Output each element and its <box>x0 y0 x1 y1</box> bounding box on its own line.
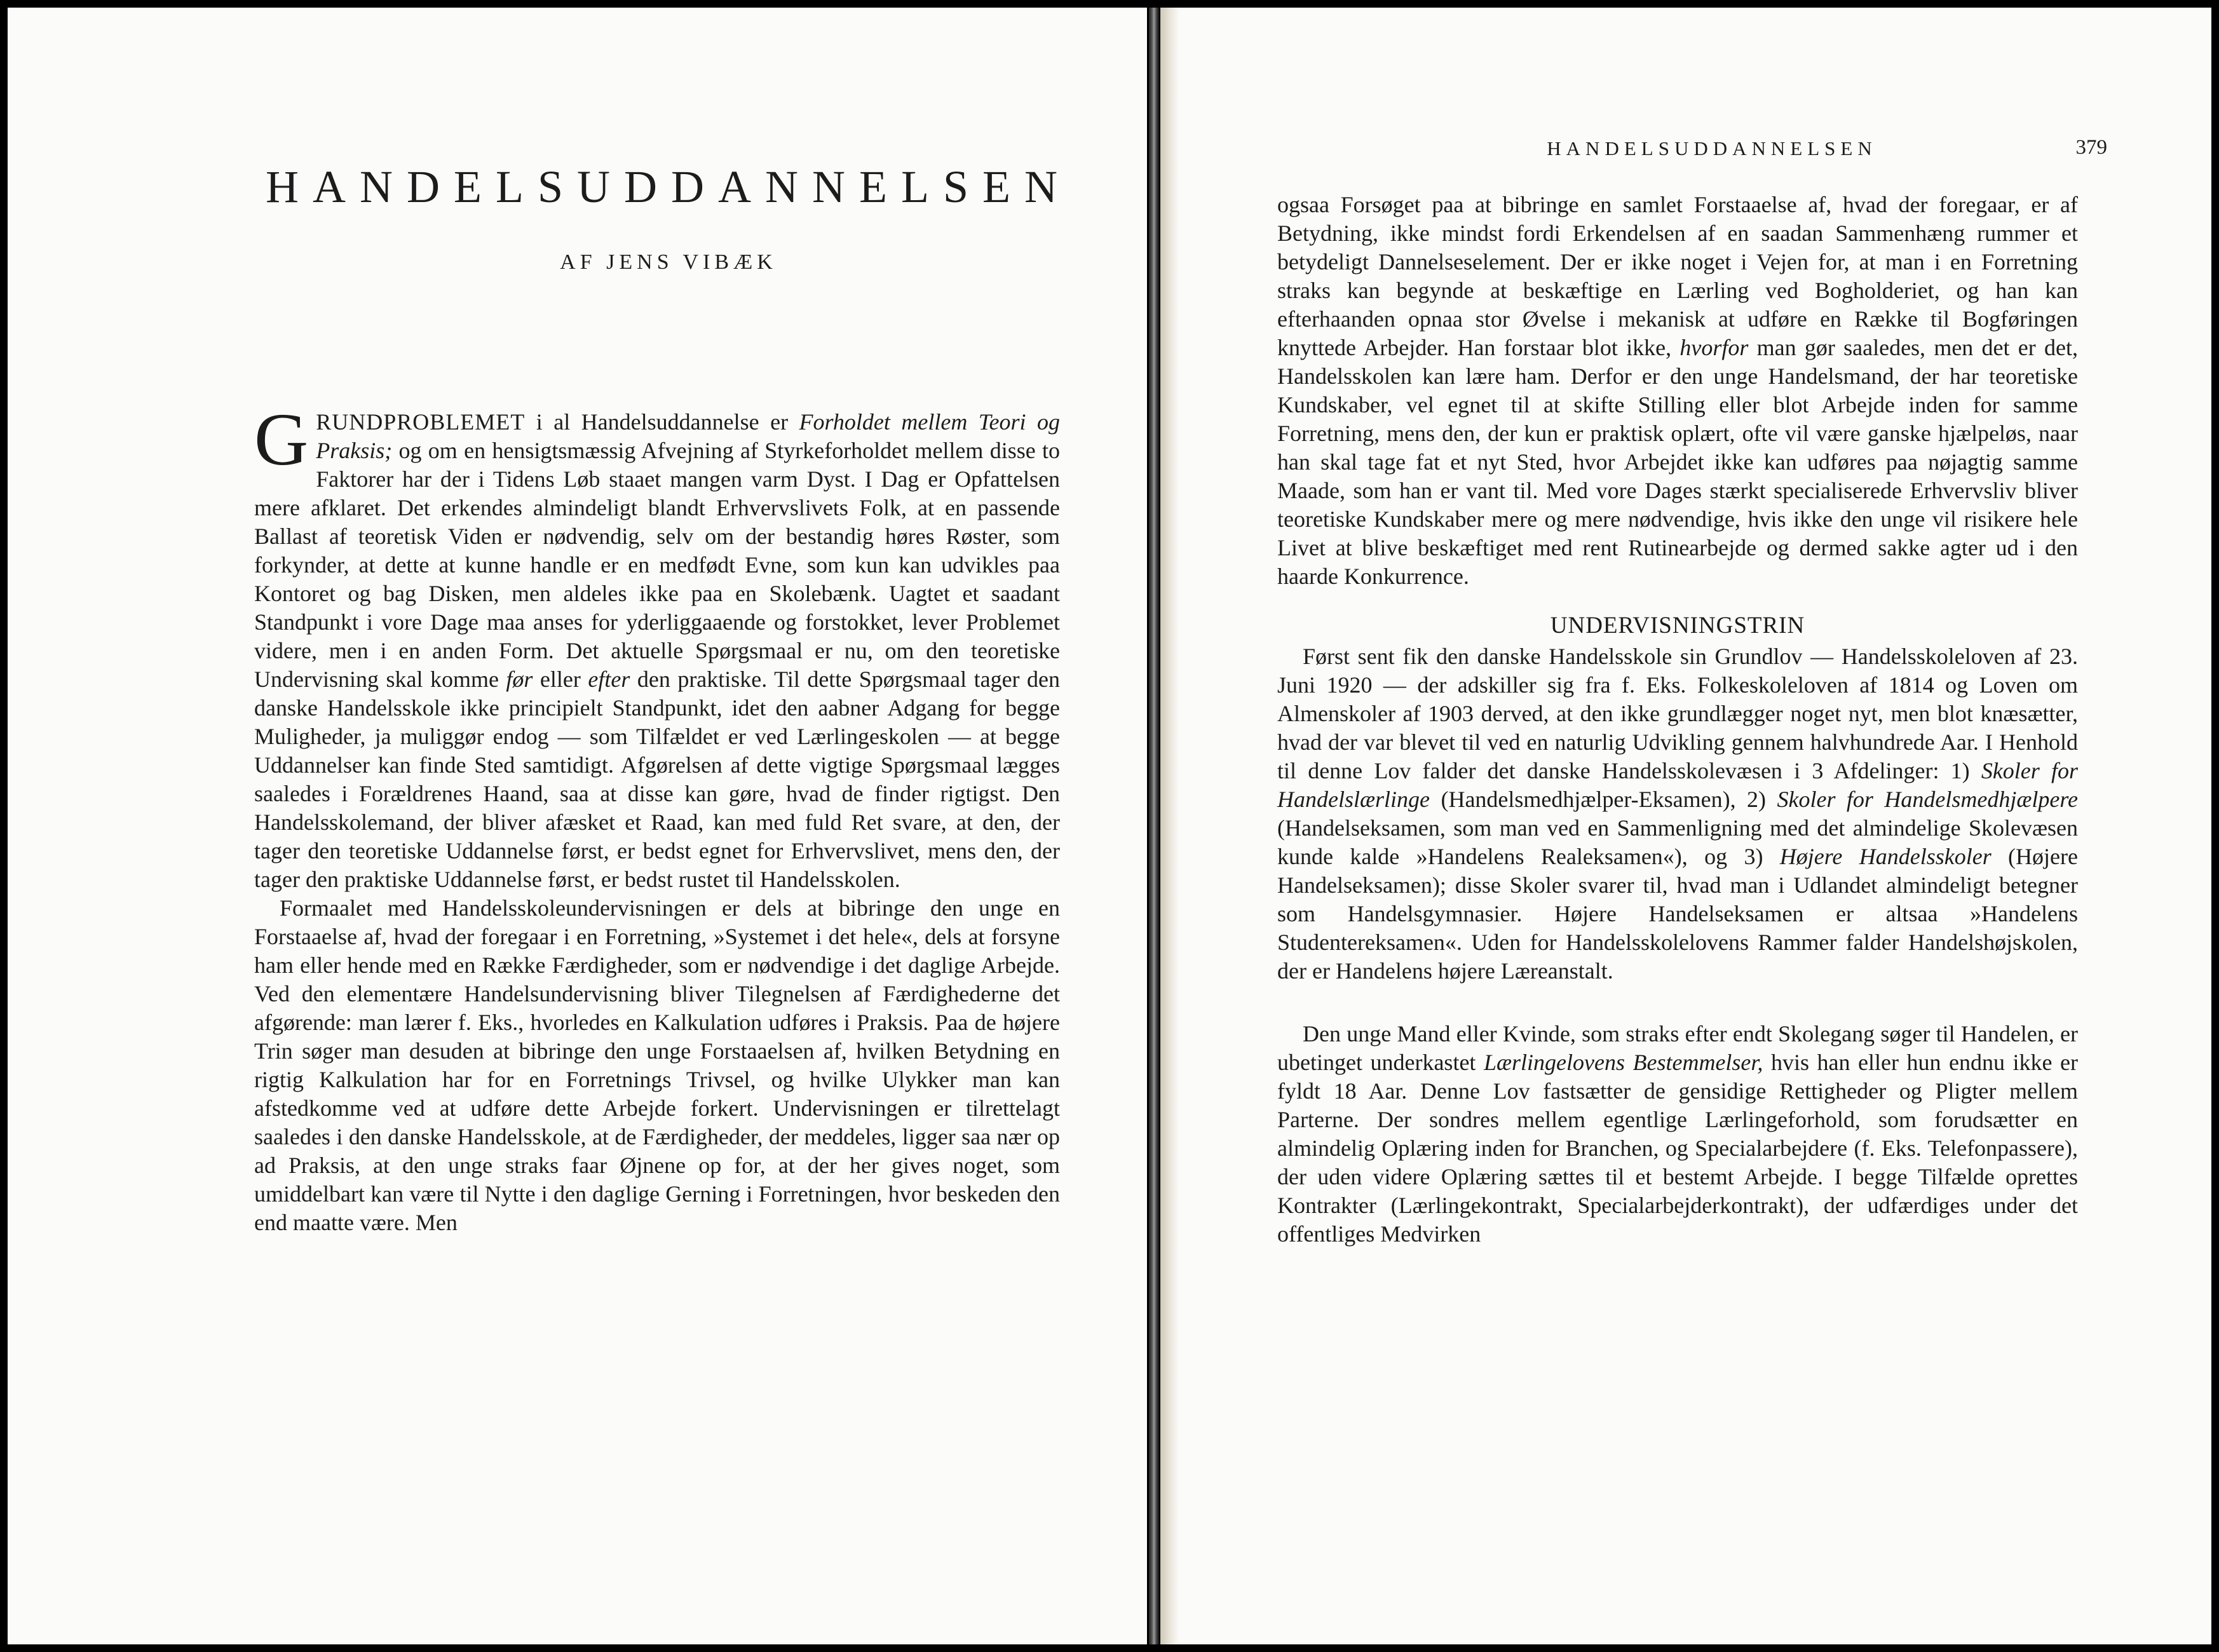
text-run: i al Handelsuddannelse er <box>525 409 799 435</box>
paragraph: Formaalet med Handelsskoleundervisningen er dels at bibringe den unge en Forstaaelse af, hvad der foregaar i en Forretning, »Systemet i det hele«, dels at forsyne ham eller hende med en Række Færdigheder, som er nødvendige i det daglige Arbejde. Ved den elementære Handelsundervisning bliver Tilegnelsen af Færdighederne det afgørende: man lærer f. Eks., hvorledes en Kalkulation udføres i Praksis. Paa de højere Trin søger man desuden at bibringe den unge Forstaaelsen af, hvilken Betydning en rigtig Kalkulation har for en Forretnings Trivsel, og hvilke Ulykker man kan afstedkomme ved at udføre dette Arbejde forkert. Undervisningen er tilrettelagt saaledes i den danske Handelsskole, at de Færdigheder, der meddeles, ligger saa nær op ad Praksis, at den unge straks faar Øjnene op for, at der her gives noget, som umiddelbart kan være til Nytte i den daglige Gerning i Forretningen, hvor beskeden den end maatte være. Men <box>254 895 1060 1235</box>
page-binding-edge <box>1160 8 1179 1644</box>
italic-run: før <box>506 667 533 692</box>
text-run: (Højere Handelseksamen); disse Skoler svarer til, hvad man i Udlandet almindeligt betegner som Handelsgymnasier. Højere Handelseksamen er altsaa »Handelens Studentereksamen«. Uden for Handelsskolelovens Rammer falder Handelshøjskolen, der er Handelens højere Læreanstalt. <box>1277 844 2078 984</box>
paragraph <box>1277 642 2078 985</box>
italic-run: Skoler for Handelslærlinge <box>1277 758 2078 812</box>
left-body-text <box>254 398 1061 1237</box>
paragraph <box>1277 191 2078 591</box>
text-run: og om en hensigtsmæssig Afvejning af Styrkeforholdet mellem disse to Faktorer har der i Tidens Løb staaet mangen varm Dyst. I Dag er Opfattelsen mere afklaret. Det erkendes almindeligt blandt Erhvervslivets Folk, at en passende Ballast af teoretisk Viden er nødvendig, selv om der bestandig høres Røster, som forkynder, at dette at kunne handle er en medfødt Evne, som kun kan udvikles paa Kontoret og bag Disken, men aldeles ikke paa en Skolebænk. Uagtet et saadant Standpunkt i vore Dage maa anses for yderliggaaende og forstokket, lever Problemet videre, men i en anden Form. Det aktuelle Spørgsmaal er nu, om den teoretiske Undervisning skal komme <box>254 438 1060 692</box>
text-run: (Handelseksamen, som man ved en Sammenligning med det almindelige Skolevæsen kunde kalde »Handelens Realeksamen«), og 3) <box>1277 815 2078 869</box>
left-page <box>8 8 1147 1644</box>
italic-run: Højere Handelsskoler <box>1779 844 1992 869</box>
text-run: hvis han eller hun endnu ikke er fyldt 18 Aar. Denne Lov fastsætter de gensidige Rettigheder og Pligter mellem Parterne. Der sondres mellem egentlige Lærlingeforhold, som forudsætter en almindelig Oplæring inden for Branchen, og Specialarbejdere (f. Eks. Telefonpassere), der uden videre Oplæring sættes til et bestemt Arbejde. I begge Tilfælde oprettes Kontrakter (Lærlingekontrakt, Specialarbejderkontrakt), der udfærdiges under det offentliges Medvirken <box>1277 1050 2078 1247</box>
page-number: 379 <box>2075 136 2107 159</box>
italic-run: efter <box>588 667 630 692</box>
article-byline: AF JENS VIBÆK <box>560 250 777 274</box>
text-run: Den unge Mand eller Kvinde, som straks efter endt Skolegang søger til Handelen, er ubetinget underkastet <box>1277 1021 2078 1075</box>
text-run: eller <box>533 667 588 692</box>
paragraph-opener: RUNDPROBLEMET <box>316 409 526 435</box>
text-run: man gør saaledes, men det er det, Handelsskolen kan lære ham. Derfor er den unge Handelsmand, der har teoretiske Kundskaber, vel egnet til at skifte Stilling eller blot Arbejde inden for samme Forretning, mens den, der kun er praktisk oplært, ofte vil være ganske hjælpeløs, naar han skal tage fat et nyt Sted, hvor Arbejdet ikke kan udføres paa nøjagtig samme Maade, som han er vant til. Med vore Dages stærkt specialiserede Erhvervsliv bliver teoretiske Kundskaber mere og mere nødvendige, hvis ikke den unge vil risikere hele Livet at blive beskæftiget med rent Rutinearbejde og dermed sakke agter ud i den haarde Konkurrence. <box>1277 335 2078 589</box>
section-heading: UNDERVISNINGSTRIN <box>1550 613 1805 639</box>
text-run: (Handelsmedhjælper-Eksamen), 2) <box>1430 787 1777 812</box>
paragraph <box>1277 1020 2078 1249</box>
drop-cap: G <box>254 398 309 481</box>
italic-run: Lærlingelovens Bestemmelser, <box>1483 1050 1763 1075</box>
italic-run: Skoler for Handelsmedhjælpere <box>1777 787 2079 812</box>
book-gutter <box>1149 8 1159 1644</box>
italic-run: Forholdet mellem Teori og Praksis; <box>316 409 1060 463</box>
right-body-text <box>1277 191 2078 1249</box>
article-title: HANDELSUDDANNELSEN <box>266 161 1071 212</box>
right-page <box>1160 8 2211 1644</box>
paragraph <box>254 398 1061 894</box>
text-run: den praktiske. Til dette Spørgsmaal tager den danske Handelsskole ikke principielt Standpunkt, idet den aabner Adgang for begge Muligheder, ja muliggør endog — som Tilfældet er ved Lærlingeskolen — at begge Uddannelser kan finde Sted samtidigt. Afgørelsen af dette vigtige Spørgsmaal lægges saaledes i Forældrenes Haand, saa at disse kan gøre, hvad de finder rigtigst. Den Handelsskolemand, der bliver afæsket et Raad, kan med fuld Ret svare, at den, der tager den teoretiske Uddannelse først, er bedst egnet for Erhvervslivet, mens den, der tager den praktiske Uddannelse først, er bedst rustet til Handelsskolen. <box>254 667 1061 892</box>
text-run: Først sent fik den danske Handelsskole sin Grundlov — Handelsskoleloven af 23. Juni 1920 — der adskiller sig fra f. Eks. Folkeskoleloven af 1814 og Loven om Almenskoler af 1903 derved, at den ikke grundlægger noget nyt, men blot knæsætter, hvad der var blevet til ved en naturlig Udvikling gennem halvhundrede Aar. I Henhold til denne Lov falder det danske Handelsskolevæsen i 3 Afdelinger: 1) <box>1277 644 2078 783</box>
text-run: ogsaa Forsøget paa at bibringe en samlet Forstaaelse af, hvad der foregaar, er af Betydning, ikke mindst fordi Erkendelsen af en saadan Sammenhæng rummer et betydeligt Dannelseselement. Der er ikke noget i Vejen for, at man i en Forretning straks kan begynde at beskæftige en Lærling ved Bogholderiet, og han kan efterhaanden opnaa stor Øvelse i mekanisk at udføre en Række til Bogføringen knyttede Arbejder. Han forstaar blot ikke, <box>1277 192 2078 360</box>
italic-run: hvorfor <box>1680 335 1749 360</box>
running-head: HANDELSUDDANNELSEN <box>1547 137 1877 159</box>
